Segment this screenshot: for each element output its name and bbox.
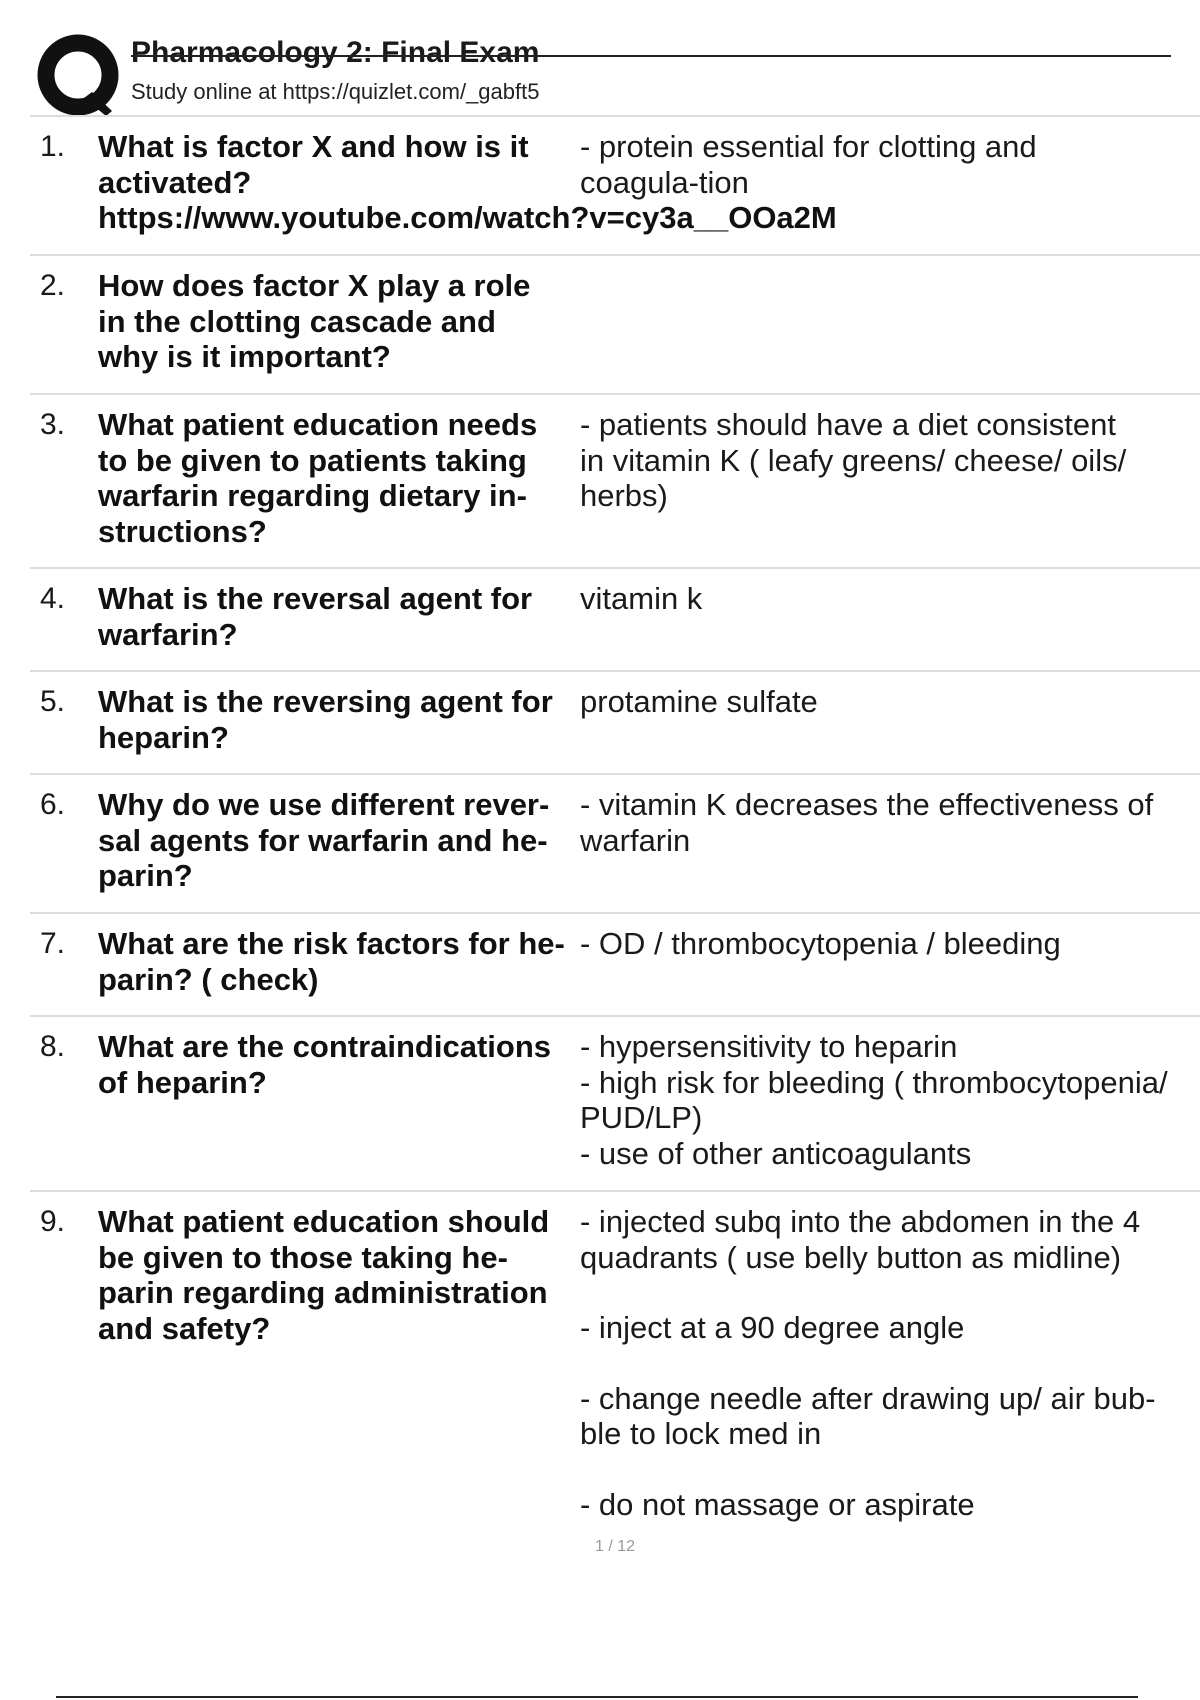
answer-line: - change needle after drawing up/ air bub-ble to lock med in bbox=[580, 1380, 1156, 1451]
card-8 bbox=[30, 1015, 1200, 1190]
answer-line: - vitamin K decreases the effectiveness of warfarin bbox=[580, 787, 1154, 858]
card-number: 5. bbox=[40, 685, 66, 718]
title-strike-rule bbox=[131, 55, 1171, 57]
card-number: 9. bbox=[40, 1205, 66, 1238]
card-number: 8. bbox=[40, 1030, 66, 1063]
answer-line: protamine sulfate bbox=[580, 684, 818, 719]
card-number: 6. bbox=[40, 788, 66, 821]
quizlet-logo-icon bbox=[32, 34, 142, 116]
flashcard-list bbox=[30, 115, 1200, 1530]
card-question: What patient education needs to be given to patients taking warfarin regarding dietary in-structions? bbox=[98, 407, 538, 549]
card-question: What are the contraindications of heparin? bbox=[98, 1029, 552, 1100]
card-answer bbox=[580, 787, 1170, 858]
study-online-link[interactable]: Study online at https://quizlet.com/_gabft5 bbox=[131, 79, 540, 104]
card-7 bbox=[30, 912, 1200, 1015]
card-4 bbox=[30, 567, 1200, 670]
answer-line: - injected subq into the abdomen in the 4 quadrants ( use belly button as midline) bbox=[580, 1204, 1141, 1275]
page-number: 1 / 12 bbox=[595, 1538, 636, 1555]
card-number: 1. bbox=[40, 130, 66, 163]
card-answer bbox=[580, 1029, 1190, 1171]
card-number: 7. bbox=[40, 927, 66, 960]
footer-rule bbox=[56, 1696, 1138, 1698]
card-number: 2. bbox=[40, 269, 66, 302]
answer-line: - patients should have a diet consistent in vitamin K ( leafy greens/ cheese/ oils/ herbs) bbox=[580, 407, 1127, 513]
card-question: What are the risk factors for he-parin? ( check) bbox=[98, 926, 565, 997]
answer-spacer bbox=[580, 1452, 1180, 1487]
answer-line: - hypersensitivity to heparin bbox=[580, 1029, 958, 1064]
card-3 bbox=[30, 393, 1200, 567]
card-question: Why do we use different rever-sal agents for warfarin and he-parin? bbox=[98, 787, 550, 893]
card-6 bbox=[30, 773, 1200, 912]
card-1 bbox=[30, 115, 1200, 254]
card-question: How does factor X play a role in the clotting cascade and why is it important? bbox=[98, 268, 531, 374]
card-answer bbox=[580, 926, 1200, 962]
card-answer bbox=[580, 407, 1140, 514]
card-answer bbox=[580, 1204, 1180, 1522]
card-question: What is the reversing agent for heparin? bbox=[98, 684, 553, 755]
card-answer bbox=[580, 129, 1120, 200]
answer-line: - inject at a 90 degree angle bbox=[580, 1310, 965, 1345]
page-header bbox=[30, 30, 1200, 114]
youtube-link[interactable]: https://www.youtube.com/watch?v=cy3a__OOa2M bbox=[98, 200, 837, 235]
card-9 bbox=[30, 1190, 1200, 1530]
answer-line: - use of other anticoagulants bbox=[580, 1135, 972, 1171]
card-number: 3. bbox=[40, 408, 66, 441]
card-question: What patient education should be given to those taking he-parin regarding administration and safety? bbox=[98, 1204, 550, 1346]
card-question: What is the reversal agent for warfarin? bbox=[98, 581, 533, 652]
answer-line: vitamin k bbox=[580, 581, 703, 616]
card-number: 4. bbox=[40, 582, 66, 615]
card-answer bbox=[580, 684, 1200, 720]
answer-line: - OD / thrombocytopenia / bleeding bbox=[580, 926, 1061, 961]
card-5 bbox=[30, 670, 1200, 773]
answer-spacer bbox=[580, 1275, 1180, 1310]
card-question: What is factor X and how is it activated? bbox=[98, 129, 529, 200]
answer-spacer bbox=[580, 1346, 1180, 1381]
card-2 bbox=[30, 254, 1200, 393]
card-answer bbox=[580, 581, 1200, 617]
answer-line: - do not massage or aspirate bbox=[580, 1486, 975, 1522]
page-title: Pharmacology 2: Final Exam bbox=[131, 36, 540, 69]
answer-line: - high risk for bleeding ( thrombocytopenia/ PUD/LP) bbox=[580, 1064, 1168, 1135]
answer-line: - protein essential for clotting and coagula-tion bbox=[580, 129, 1037, 200]
